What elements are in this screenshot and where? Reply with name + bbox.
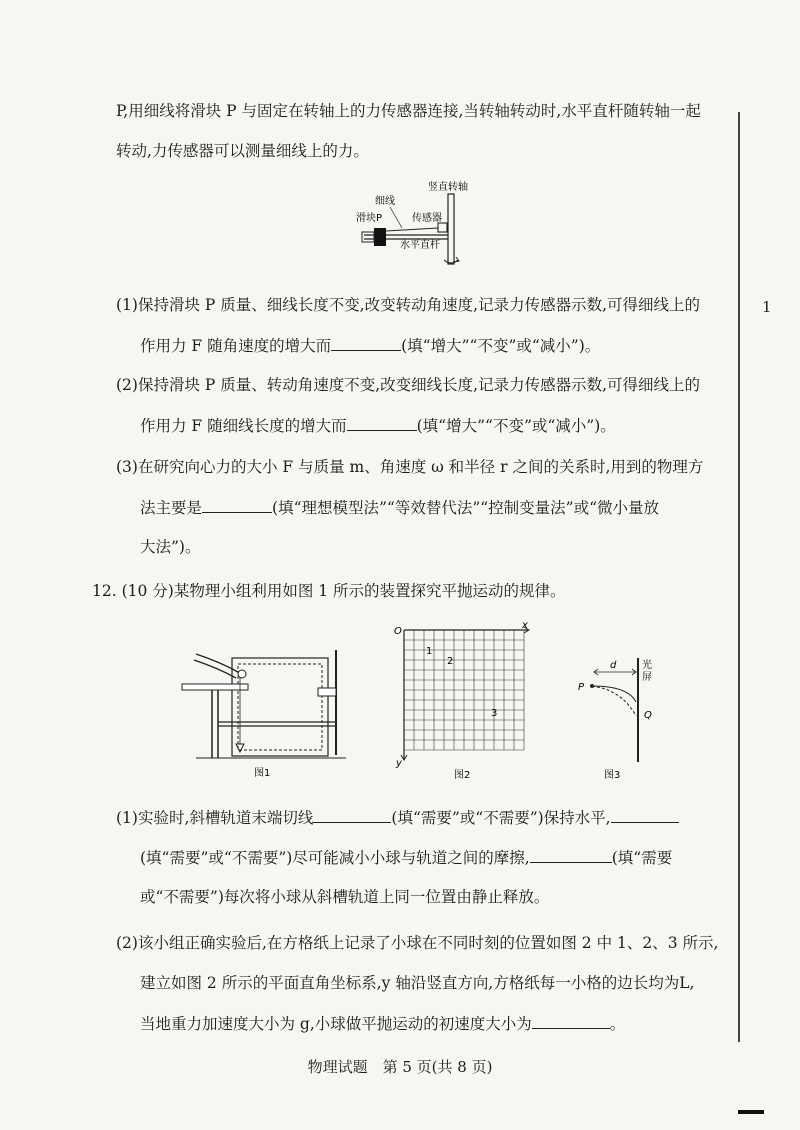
answer-blank-6[interactable] [530,846,612,863]
thread-label: 细线 [375,196,395,207]
figure-1-caption: 图1 [254,768,271,779]
y-axis-label: y [396,758,402,769]
thread-line [386,228,438,231]
answer-blank-3[interactable] [202,496,272,513]
figure-3-caption: 图3 [604,770,621,780]
q11-part2-line2: 作用力 F 随细线长度的增大而 (填“增大”“不变”或“减小”)。 [140,414,616,437]
sensor-box [438,223,447,232]
point-P-label: P [578,682,585,693]
q11-part1-line2: 作用力 F 随角速度的增大而 (填“增大”“不变”或“减小”)。 [140,334,600,357]
figure-2-grid [388,618,534,780]
screen-label-2: 屏 [642,672,652,683]
slider-block [374,228,386,246]
q12-part2-line3: 当地重力加速度大小为 g,小球做平抛运动的初速度大小为 。 [140,1012,625,1035]
trajectory-2 [592,686,636,702]
x-axis-label: x [522,620,528,631]
figure-2-caption: 图2 [454,770,471,780]
screen-label-1: 光 [642,660,652,671]
grid-lines [404,630,524,750]
q12-part1-line1: (1)实验时,斜槽轨道末端切线 (填“需要”或“不需要”)保持水平, [116,806,679,829]
q11-part3-line2: 法主要是 (填“理想模型法”“等效替代法”“控制变量法”或“微小量放 [140,496,659,519]
axis-label: 竖直转轴 [428,182,468,193]
q12-part1-line3: 或“不需要”)每次将小球从斜槽轨道上同一位置由静止释放。 [140,888,550,906]
point-1-label: 1 [426,646,433,657]
rod-label: 水平直杆 [400,240,440,251]
table-top [182,684,248,690]
q11-part1-line1: (1)保持滑块 P 质量、细线长度不变,改变转动角速度,记录力传感器示数,可得细线上的 [116,296,701,314]
point-3-label: 3 [491,708,498,719]
margin-rule [738,112,740,1042]
intro-line-2: 转动,力传感器可以测量细线上的力。 [116,142,369,160]
answer-blank-7[interactable] [532,1012,610,1029]
trajectory-1 [592,686,636,716]
answer-blank-2[interactable] [347,414,417,431]
figure-3-light-screen [574,654,666,780]
answer-blank-5[interactable] [611,806,679,823]
ball [238,670,246,678]
rotation-apparatus-figure [330,180,490,270]
page-footer: 物理试题 第 5 页(共 8 页) [307,1058,493,1076]
q11-part3-line3: 大法”)。 [140,538,201,556]
q12-part2-line1: (2)该小组正确实验后,在方格纸上记录了小球在不同时刻的位置如图 2 中 1、2、3 所示, [116,934,719,952]
point-2-label: 2 [447,656,454,667]
origin-label: O [394,626,402,637]
q12-stem: 12. (10 分)某物理小组利用如图 1 所示的装置探究平抛运动的规律。 [92,582,566,600]
q11-part3-line1: (3)在研究向心力的大小 F 与质量 m、角速度 ω 和半径 r 之间的关系时,用到的物理方 [116,458,704,476]
q12-part1-line2: (填“需要”或“不需要”)尽可能减小小球与轨道之间的摩擦, (填“需要 [140,846,672,869]
answer-blank-4[interactable] [313,806,391,823]
answer-blank-1[interactable] [331,334,401,351]
margin-page-number: 1 [762,298,772,316]
intro-line-1: P,用细线将滑块 P 与固定在转轴上的力传感器连接,当转轴转动时,水平直杆随转轴一起 [116,102,701,120]
q12-part2-line2: 建立如图 2 所示的平面直角坐标系,y 轴沿竖直方向,方格纸每一小格的边长均为L, [140,974,695,992]
sensor-label: 传感器 [412,213,442,224]
edge-mark [738,1110,764,1114]
point-Q-label: Q [644,710,652,721]
vertical-axis-shape [448,194,454,264]
figure-1-apparatus [176,640,356,780]
distance-label: d [610,660,617,671]
slider-label: 滑块P [356,213,383,224]
q11-part2-line1: (2)保持滑块 P 质量、转动角速度不变,改变细线长度,记录力传感器示数,可得细线上的 [116,376,701,394]
board [232,658,328,756]
